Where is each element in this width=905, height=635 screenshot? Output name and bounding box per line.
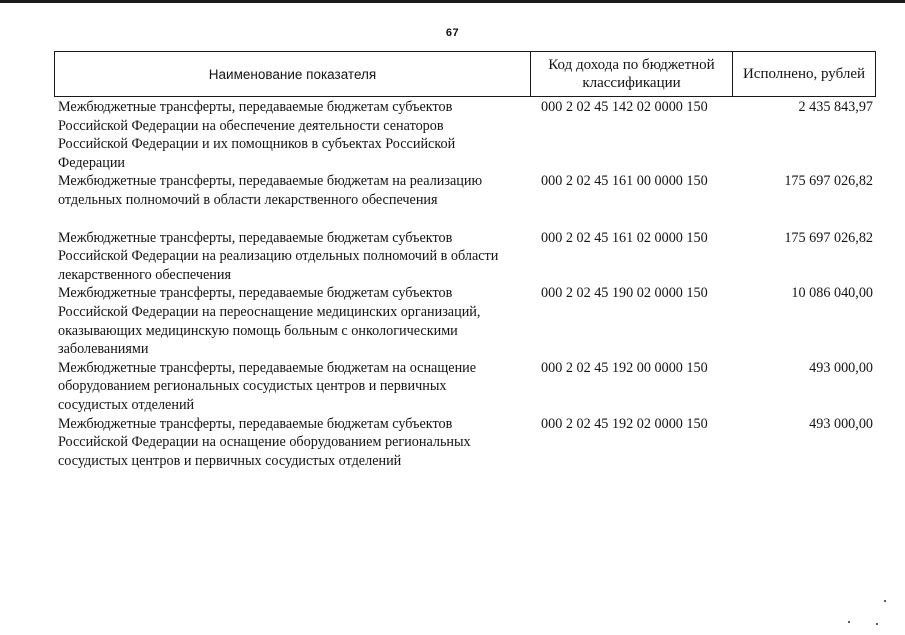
- row-code: 000 2 02 45 192 02 0000 150: [541, 415, 708, 432]
- table-body: [58, 98, 878, 470]
- page-number: 67: [445, 27, 460, 39]
- table-row: [58, 284, 878, 358]
- header-code: Код дохода по бюджетной классификации: [531, 52, 733, 96]
- header-executed: Исполнено, рублей: [742, 65, 866, 82]
- table-row: [58, 172, 878, 209]
- row-code: 000 2 02 45 161 02 0000 150: [541, 229, 708, 246]
- row-executed: 175 697 026,82: [784, 229, 873, 246]
- row-code: 000 2 02 45 142 02 0000 150: [541, 99, 708, 115]
- row-name: Межбюджетные трансферты, передаваемые бюджетам субъектов Российской Федерации на обеспечение деятельности сенаторов Российской Федерации и их помощников в субъектах Российской Федерации: [58, 99, 456, 171]
- row-name: Межбюджетные трансферты, передаваемые бюджетам на реализацию отдельных полномочий в области лекарственного обеспечения: [58, 173, 483, 208]
- row-name: Межбюджетные трансферты, передаваемые бюджетам на оснащение оборудованием региональных сосудистых центров и первичных сосудистых отделений: [58, 359, 477, 413]
- row-name: Межбюджетные трансферты, передаваемые бюджетам субъектов Российской Федерации на переоснащение медицинских организаций, оказывающих медицинскую помощь больным с онкологическими заболеваниями: [58, 285, 481, 358]
- row-executed: 2 435 843,97: [798, 99, 873, 115]
- row-executed: 175 697 026,82: [784, 173, 873, 190]
- top-border-line: [0, 0, 905, 3]
- row-code: 000 2 02 45 192 00 0000 150: [541, 359, 708, 376]
- table-row: [58, 229, 878, 285]
- row-name: Межбюджетные трансферты, передаваемые бюджетам субъектов Российской Федерации на реализацию отдельных полномочий в области лекарственного обеспечения: [58, 229, 499, 283]
- row-name: Межбюджетные трансферты, передаваемые бюджетам субъектов Российской Федерации на оснащение оборудованием региональных сосудистых центров и первичных сосудистых отделений: [58, 415, 471, 469]
- row-executed: 10 086 040,00: [791, 285, 873, 302]
- header-name: Наименование показателя: [55, 52, 531, 96]
- row-executed: 493 000,00: [809, 415, 873, 432]
- scan-speck: [884, 600, 886, 602]
- table-row: [58, 98, 878, 172]
- row-code: 000 2 02 45 161 00 0000 150: [541, 173, 708, 190]
- scan-speck: [848, 621, 850, 623]
- table-header: [54, 51, 876, 97]
- table-row: [58, 415, 878, 471]
- row-code: 000 2 02 45 190 02 0000 150: [541, 285, 708, 302]
- scan-speck: [876, 623, 878, 625]
- table-row: [58, 359, 878, 415]
- row-executed: 493 000,00: [809, 359, 873, 376]
